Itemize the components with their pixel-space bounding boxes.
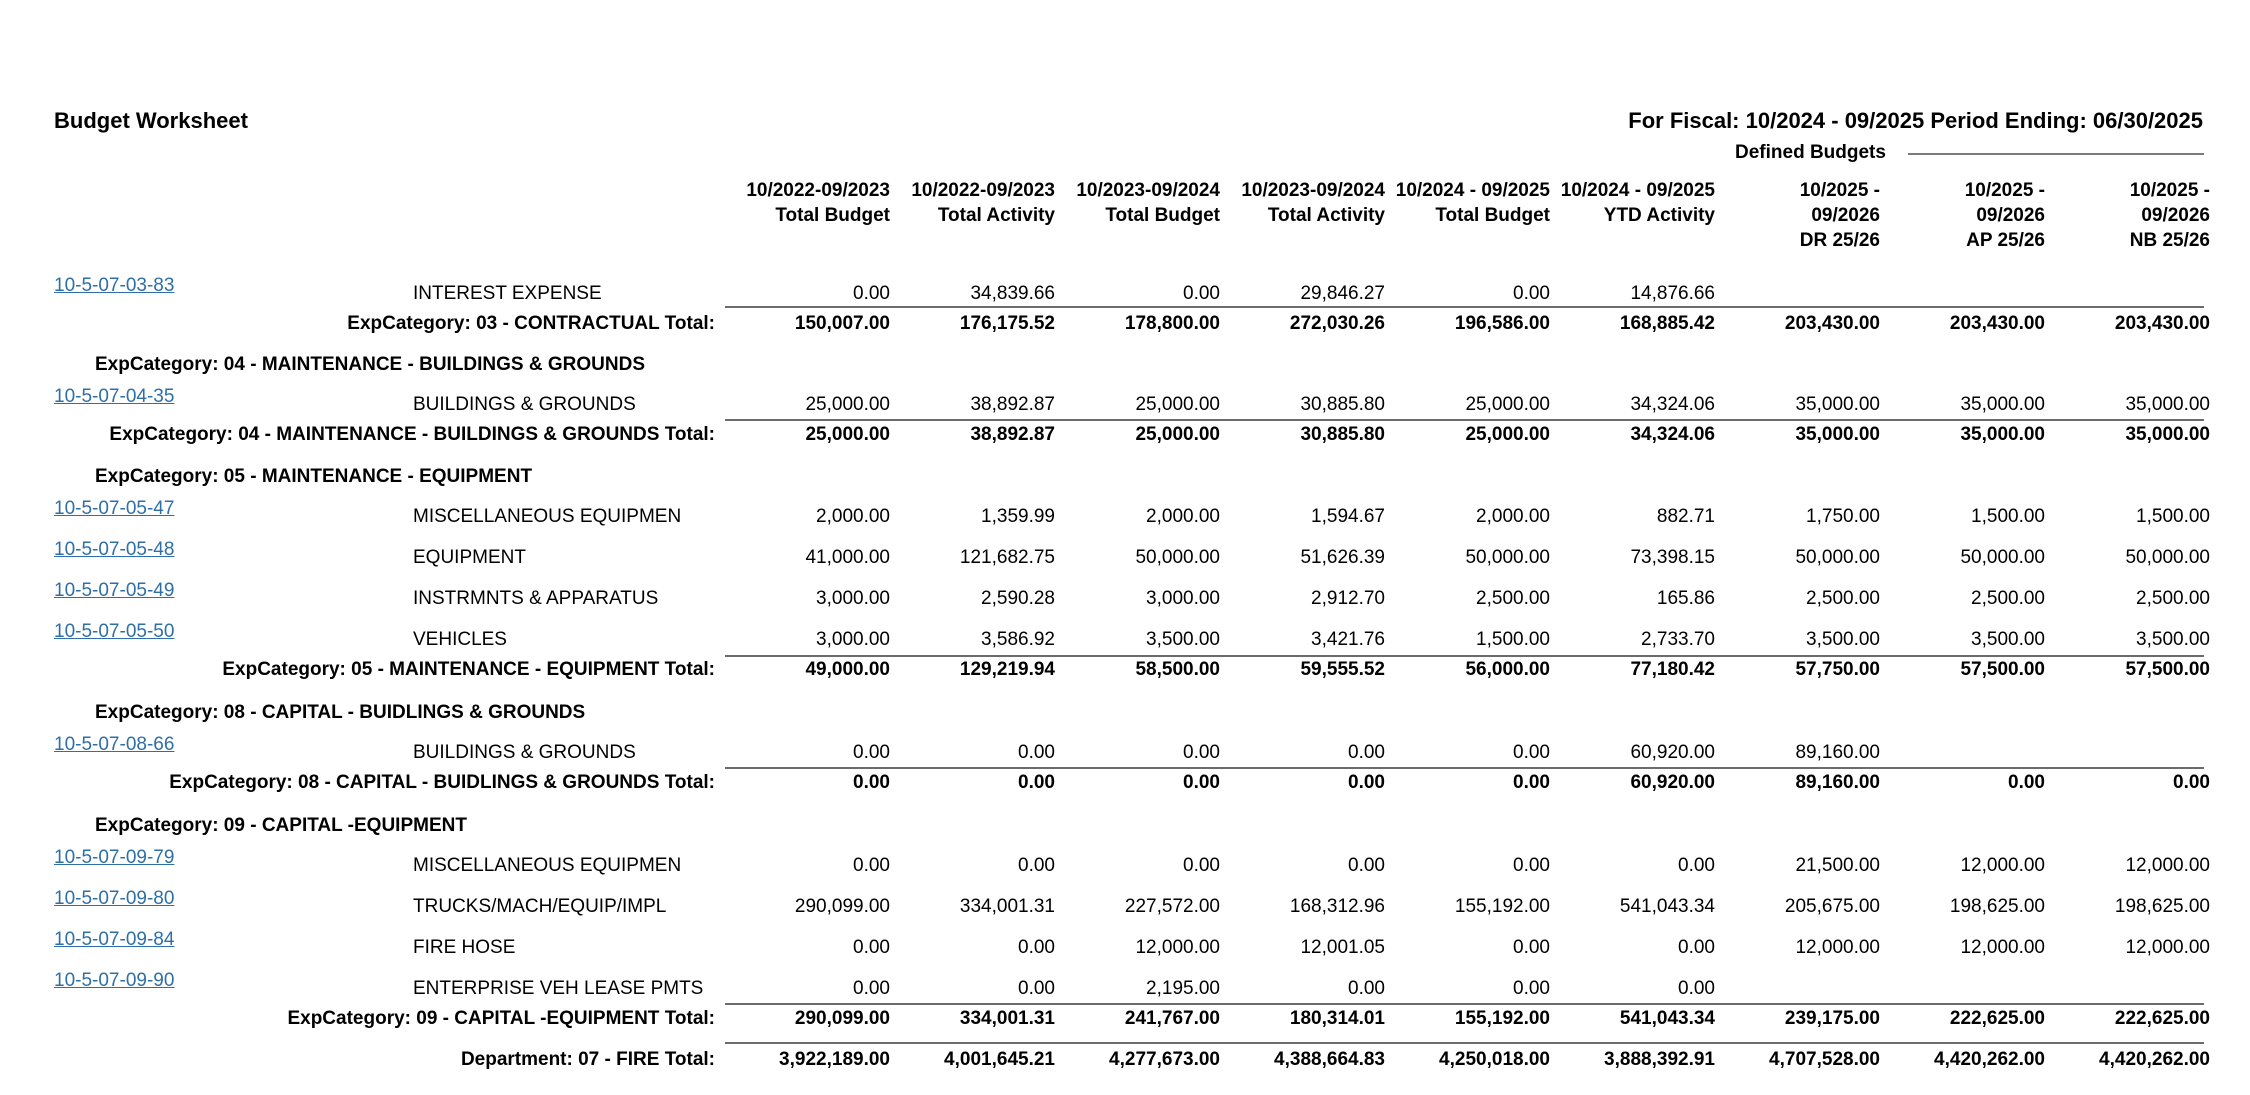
account-row [0, 580, 2250, 618]
column-header-6-line3 [1550, 228, 1715, 253]
column-header-6-line1: 10/2024 - 09/2025 [1560, 180, 1715, 201]
value-cell: 334,001.31 [959, 896, 1055, 917]
value-cell: 4,250,018.00 [1439, 1049, 1550, 1070]
value-cell: 1,500.00 [1971, 506, 2045, 527]
account-link[interactable]: 10-5-07-05-50 [54, 621, 175, 642]
value-cell: 239,175.00 [1784, 1008, 1880, 1029]
value-cell: 0.00 [853, 855, 890, 876]
value-cell: 12,001.05 [1300, 937, 1385, 958]
value-cell: 541,043.34 [1619, 896, 1715, 917]
column-header-2 [890, 178, 1055, 253]
value-cell: 0.00 [853, 283, 890, 304]
value-cell: 25,000.00 [1465, 424, 1550, 445]
account-row [0, 498, 2250, 536]
value-cell: 0.00 [1183, 742, 1220, 763]
value-cell: 56,000.00 [1465, 659, 1550, 680]
value-cell: 198,625.00 [2114, 896, 2210, 917]
value-cell: 196,586.00 [1454, 313, 1550, 334]
category-heading: ExpCategory: 08 - CAPITAL - BUIDLINGS & GROUNDS [95, 702, 586, 723]
total-rule [725, 419, 2204, 421]
defined-budgets-rule [1908, 153, 2204, 155]
value-cell: 3,500.00 [1971, 629, 2045, 650]
column-header-9-line2: 09/2026 [2141, 205, 2210, 226]
category-heading-row [0, 354, 2250, 384]
category-heading: ExpCategory: 05 - MAINTENANCE - EQUIPMENT [95, 466, 533, 487]
total-row [0, 313, 2250, 343]
column-header-7-line1: 10/2025 - [1799, 180, 1880, 201]
value-cell: 4,001,645.21 [944, 1049, 1055, 1070]
column-header-7-line2: 09/2026 [1811, 205, 1880, 226]
total-label: ExpCategory: 03 - CONTRACTUAL Total: [347, 313, 715, 334]
account-link[interactable]: 10-5-07-05-47 [54, 498, 175, 519]
value-cell: 50,000.00 [2125, 547, 2210, 568]
account-description: BUILDINGS & GROUNDS [413, 394, 636, 415]
value-cell: 0.00 [1678, 978, 1715, 999]
value-cell: 3,586.92 [981, 629, 1055, 650]
value-cell: 168,312.96 [1289, 896, 1385, 917]
column-header-6-line2: YTD Activity [1603, 205, 1715, 226]
value-cell: 290,099.00 [794, 1008, 890, 1029]
value-cell: 0.00 [1183, 855, 1220, 876]
account-description: FIRE HOSE [413, 937, 516, 958]
value-cell: 0.00 [1348, 855, 1385, 876]
value-cell: 155,192.00 [1454, 1008, 1550, 1029]
value-cell: 168,885.42 [1619, 313, 1715, 334]
column-header-7 [1740, 178, 1880, 253]
category-heading-row [0, 702, 2250, 732]
defined-budgets-label: Defined Budgets [1735, 142, 1886, 163]
account-link[interactable]: 10-5-07-09-80 [54, 888, 175, 909]
value-cell: 0.00 [1678, 855, 1715, 876]
value-cell: 3,500.00 [2136, 629, 2210, 650]
value-cell: 3,500.00 [1806, 629, 1880, 650]
value-cell: 178,800.00 [1124, 313, 1220, 334]
column-header-4-line1: 10/2023-09/2024 [1241, 180, 1385, 201]
column-header-8-line3: AP 25/26 [1966, 230, 2045, 251]
account-row [0, 539, 2250, 577]
value-cell: 222,625.00 [2114, 1008, 2210, 1029]
value-cell: 50,000.00 [1465, 547, 1550, 568]
column-header-7-line3: DR 25/26 [1799, 230, 1880, 251]
total-rule [725, 767, 2204, 769]
value-cell: 2,000.00 [816, 506, 890, 527]
value-cell: 21,500.00 [1795, 855, 1880, 876]
value-cell: 4,277,673.00 [1109, 1049, 1220, 1070]
value-cell: 1,500.00 [2136, 506, 2210, 527]
column-header-4-line2: Total Activity [1267, 205, 1385, 226]
value-cell: 1,594.67 [1311, 506, 1385, 527]
column-header-3-line3 [1055, 228, 1220, 253]
value-cell: 176,175.52 [959, 313, 1055, 334]
value-cell: 3,000.00 [816, 588, 890, 609]
column-header-3-line2: Total Budget [1105, 205, 1220, 226]
account-link[interactable]: 10-5-07-03-83 [54, 275, 175, 296]
value-cell: 2,500.00 [1971, 588, 2045, 609]
value-cell: 0.00 [1348, 978, 1385, 999]
value-cell: 34,839.66 [970, 283, 1055, 304]
value-cell: 59,555.52 [1300, 659, 1385, 680]
value-cell: 35,000.00 [1960, 394, 2045, 415]
value-cell: 34,324.06 [1630, 424, 1715, 445]
total-rule [725, 1042, 2204, 1044]
column-header-1-line2: Total Budget [775, 205, 890, 226]
value-cell: 165.86 [1656, 588, 1715, 609]
column-header-1 [725, 178, 890, 253]
column-header-1-line1: 10/2022-09/2023 [746, 180, 890, 201]
column-header-3 [1055, 178, 1220, 253]
account-description: TRUCKS/MACH/EQUIP/IMPL [413, 896, 667, 917]
value-cell: 3,500.00 [1146, 629, 1220, 650]
report-title: Budget Worksheet [54, 108, 248, 133]
value-cell: 34,324.06 [1630, 394, 1715, 415]
account-row [0, 275, 2250, 313]
value-cell: 203,430.00 [1784, 313, 1880, 334]
value-cell: 0.00 [2008, 772, 2045, 793]
value-cell: 0.00 [1513, 772, 1550, 793]
value-cell: 57,500.00 [2125, 659, 2210, 680]
value-cell: 0.00 [1183, 283, 1220, 304]
value-cell: 12,000.00 [1960, 855, 2045, 876]
value-cell: 50,000.00 [1795, 547, 1880, 568]
column-header-8-line2: 09/2026 [1976, 205, 2045, 226]
column-header-5-line1: 10/2024 - 09/2025 [1395, 180, 1550, 201]
value-cell: 272,030.26 [1289, 313, 1385, 334]
value-cell: 89,160.00 [1795, 772, 1880, 793]
account-description: EQUIPMENT [413, 547, 526, 568]
value-cell: 0.00 [1018, 978, 1055, 999]
value-cell: 0.00 [1018, 772, 1055, 793]
value-cell: 0.00 [1348, 772, 1385, 793]
column-header-6 [1550, 178, 1715, 253]
value-cell: 0.00 [1018, 937, 1055, 958]
value-cell: 89,160.00 [1795, 742, 1880, 763]
value-cell: 60,920.00 [1630, 742, 1715, 763]
value-cell: 2,500.00 [2136, 588, 2210, 609]
value-cell: 38,892.87 [970, 424, 1055, 445]
value-cell: 129,219.94 [959, 659, 1055, 680]
value-cell: 30,885.80 [1300, 424, 1385, 445]
value-cell: 0.00 [1018, 742, 1055, 763]
account-description: BUILDINGS & GROUNDS [413, 742, 636, 763]
value-cell: 4,420,262.00 [1934, 1049, 2045, 1070]
value-cell: 2,500.00 [1806, 588, 1880, 609]
value-cell: 4,707,528.00 [1769, 1049, 1880, 1070]
total-row [0, 1008, 2250, 1038]
column-header-9-line1: 10/2025 - [2129, 180, 2210, 201]
value-cell: 25,000.00 [1465, 394, 1550, 415]
value-cell: 2,000.00 [1476, 506, 1550, 527]
account-description: INSTRMNTS & APPARATUS [413, 588, 659, 609]
value-cell: 14,876.66 [1630, 283, 1715, 304]
value-cell: 0.00 [1513, 283, 1550, 304]
value-cell: 12,000.00 [1960, 937, 2045, 958]
column-header-2-line3 [890, 228, 1055, 253]
total-row [0, 659, 2250, 689]
value-cell: 12,000.00 [1135, 937, 1220, 958]
value-cell: 57,750.00 [1795, 659, 1880, 680]
value-cell: 73,398.15 [1630, 547, 1715, 568]
value-cell: 155,192.00 [1454, 896, 1550, 917]
column-header-5-line2: Total Budget [1435, 205, 1550, 226]
total-rule [725, 1003, 2204, 1005]
value-cell: 205,675.00 [1784, 896, 1880, 917]
total-row [0, 424, 2250, 454]
total-rule [725, 655, 2204, 657]
category-heading-row [0, 466, 2250, 496]
value-cell: 150,007.00 [794, 313, 890, 334]
total-row [0, 1049, 2250, 1079]
account-description: VEHICLES [413, 629, 507, 650]
value-cell: 35,000.00 [1795, 424, 1880, 445]
total-label: ExpCategory: 04 - MAINTENANCE - BUILDINGS & GROUNDS Total: [109, 424, 715, 445]
value-cell: 3,888,392.91 [1604, 1049, 1715, 1070]
value-cell: 41,000.00 [805, 547, 890, 568]
category-heading-row [0, 815, 2250, 845]
value-cell: 4,388,664.83 [1274, 1049, 1385, 1070]
value-cell: 0.00 [1678, 937, 1715, 958]
total-label: ExpCategory: 09 - CAPITAL -EQUIPMENT Total: [287, 1008, 715, 1029]
value-cell: 25,000.00 [1135, 394, 1220, 415]
value-cell: 198,625.00 [1949, 896, 2045, 917]
value-cell: 121,682.75 [959, 547, 1055, 568]
value-cell: 227,572.00 [1124, 896, 1220, 917]
account-description: ENTERPRISE VEH LEASE PMTS [413, 978, 704, 999]
value-cell: 12,000.00 [1795, 937, 1880, 958]
value-cell: 2,000.00 [1146, 506, 1220, 527]
column-header-4-line3 [1220, 228, 1385, 253]
account-description: INTEREST EXPENSE [413, 283, 602, 304]
value-cell: 1,359.99 [981, 506, 1055, 527]
value-cell: 12,000.00 [2125, 855, 2210, 876]
column-header-9 [2070, 178, 2210, 253]
value-cell: 2,590.28 [981, 588, 1055, 609]
column-header-5-line3 [1385, 228, 1550, 253]
fiscal-period: For Fiscal: 10/2024 - 09/2025 Period Ending: 06/30/2025 [1628, 108, 2203, 133]
column-header-4 [1220, 178, 1385, 253]
value-cell: 49,000.00 [805, 659, 890, 680]
account-link[interactable]: 10-5-07-09-90 [54, 970, 175, 991]
value-cell: 12,000.00 [2125, 937, 2210, 958]
total-label: Department: 07 - FIRE Total: [460, 1049, 715, 1070]
value-cell: 241,767.00 [1124, 1008, 1220, 1029]
value-cell: 0.00 [1513, 937, 1550, 958]
account-row [0, 847, 2250, 885]
value-cell: 50,000.00 [1135, 547, 1220, 568]
value-cell: 4,420,262.00 [2099, 1049, 2210, 1070]
value-cell: 0.00 [1183, 772, 1220, 793]
value-cell: 0.00 [1348, 742, 1385, 763]
value-cell: 38,892.87 [970, 394, 1055, 415]
value-cell: 1,750.00 [1806, 506, 1880, 527]
value-cell: 58,500.00 [1135, 659, 1220, 680]
total-label: ExpCategory: 05 - MAINTENANCE - EQUIPMENT Total: [222, 659, 715, 680]
value-cell: 3,000.00 [1146, 588, 1220, 609]
value-cell: 0.00 [853, 978, 890, 999]
value-cell: 0.00 [1513, 978, 1550, 999]
column-header-2-line1: 10/2022-09/2023 [911, 180, 1055, 201]
value-cell: 29,846.27 [1300, 283, 1385, 304]
value-cell: 1,500.00 [1476, 629, 1550, 650]
value-cell: 3,421.76 [1311, 629, 1385, 650]
column-header-9-line3: NB 25/26 [2129, 230, 2210, 251]
value-cell: 2,733.70 [1641, 629, 1715, 650]
value-cell: 334,001.31 [959, 1008, 1055, 1029]
account-link[interactable]: 10-5-07-08-66 [54, 734, 175, 755]
category-heading: ExpCategory: 09 - CAPITAL -EQUIPMENT [95, 815, 467, 836]
value-cell: 50,000.00 [1960, 547, 2045, 568]
value-cell: 25,000.00 [805, 424, 890, 445]
value-cell: 203,430.00 [2114, 313, 2210, 334]
total-rule [725, 306, 2204, 308]
value-cell: 0.00 [2173, 772, 2210, 793]
value-cell: 0.00 [853, 772, 890, 793]
value-cell: 2,195.00 [1146, 978, 1220, 999]
value-cell: 25,000.00 [805, 394, 890, 415]
account-link[interactable]: 10-5-07-09-84 [54, 929, 175, 950]
value-cell: 0.00 [1513, 742, 1550, 763]
column-header-5 [1385, 178, 1550, 253]
value-cell: 35,000.00 [1960, 424, 2045, 445]
value-cell: 180,314.01 [1289, 1008, 1385, 1029]
value-cell: 0.00 [1018, 855, 1055, 876]
value-cell: 35,000.00 [2125, 424, 2210, 445]
value-cell: 25,000.00 [1135, 424, 1220, 445]
value-cell: 51,626.39 [1300, 547, 1385, 568]
column-header-1-line3 [725, 228, 890, 253]
account-link[interactable]: 10-5-07-09-79 [54, 847, 175, 868]
value-cell: 3,000.00 [816, 629, 890, 650]
account-description: MISCELLANEOUS EQUIPMEN [413, 855, 682, 876]
account-link[interactable]: 10-5-07-04-35 [54, 386, 175, 407]
value-cell: 60,920.00 [1630, 772, 1715, 793]
category-heading: ExpCategory: 04 - MAINTENANCE - BUILDINGS & GROUNDS [95, 354, 645, 375]
total-label: ExpCategory: 08 - CAPITAL - BUIDLINGS & GROUNDS Total: [169, 772, 715, 793]
column-header-2-line2: Total Activity [937, 205, 1055, 226]
value-cell: 30,885.80 [1300, 394, 1385, 415]
value-cell: 77,180.42 [1630, 659, 1715, 680]
column-header-8-line1: 10/2025 - [1964, 180, 2045, 201]
value-cell: 35,000.00 [1795, 394, 1880, 415]
value-cell: 222,625.00 [1949, 1008, 2045, 1029]
account-row [0, 929, 2250, 967]
value-cell: 0.00 [1513, 855, 1550, 876]
account-row [0, 888, 2250, 926]
value-cell: 203,430.00 [1949, 313, 2045, 334]
total-row [0, 772, 2250, 802]
value-cell: 3,922,189.00 [779, 1049, 890, 1070]
column-header-8 [1905, 178, 2045, 253]
value-cell: 0.00 [853, 742, 890, 763]
account-description: MISCELLANEOUS EQUIPMEN [413, 506, 682, 527]
value-cell: 0.00 [853, 937, 890, 958]
value-cell: 2,500.00 [1476, 588, 1550, 609]
column-header-3-line1: 10/2023-09/2024 [1076, 180, 1220, 201]
value-cell: 35,000.00 [2125, 394, 2210, 415]
account-link[interactable]: 10-5-07-05-48 [54, 539, 175, 560]
value-cell: 290,099.00 [794, 896, 890, 917]
value-cell: 882.71 [1656, 506, 1715, 527]
account-link[interactable]: 10-5-07-05-49 [54, 580, 175, 601]
value-cell: 2,912.70 [1311, 588, 1385, 609]
value-cell: 57,500.00 [1960, 659, 2045, 680]
value-cell: 541,043.34 [1619, 1008, 1715, 1029]
